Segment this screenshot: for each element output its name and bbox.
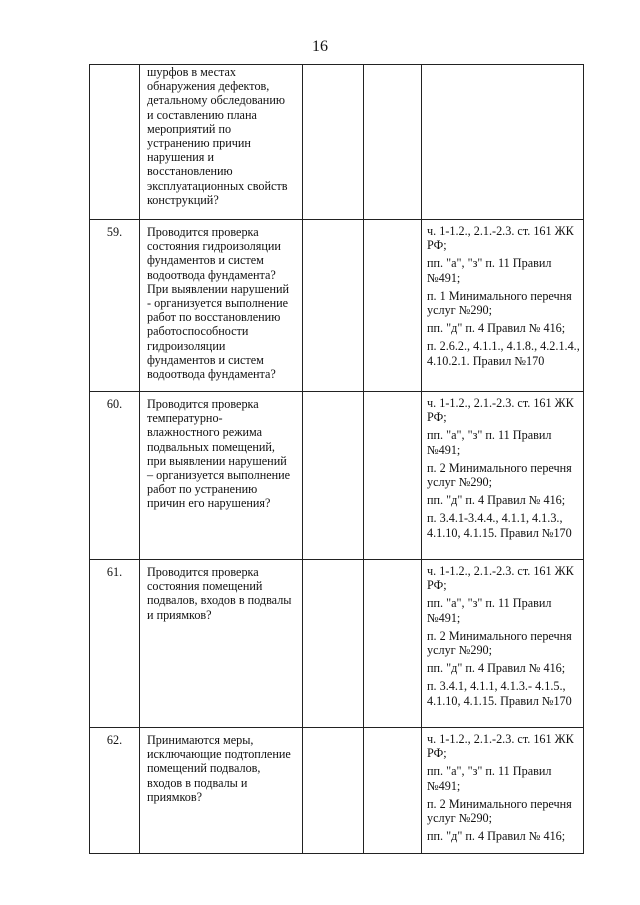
legal-reference-line: №491; — [427, 270, 461, 285]
question-text-line: шурфов в местах — [147, 65, 236, 79]
legal-reference-item — [427, 797, 581, 825]
legal-reference-line: п. 2 Минимального перечня — [427, 796, 572, 811]
legal-reference-cell — [422, 560, 584, 728]
legal-reference-item — [427, 396, 581, 424]
question-text-line: Проводится проверка — [147, 225, 259, 239]
legal-reference-item — [427, 339, 581, 367]
legal-reference-line: РФ; — [427, 410, 447, 425]
legal-reference-line: услуг №290; — [427, 811, 493, 826]
question-text-line: водоотвода фундамента? — [147, 367, 276, 382]
question-text-line: обнаружения дефектов, — [147, 79, 270, 94]
legal-reference-line: пп. "а", "з" п. 11 Правил — [427, 596, 552, 611]
legal-reference-line: пп. "д" п. 4 Правил № 416; — [427, 321, 566, 336]
legal-reference-line: пп. "д" п. 4 Правил № 416; — [427, 493, 566, 508]
question-text-line: гидроизоляции — [147, 338, 226, 353]
row-number-cell: 62. — [90, 728, 140, 854]
table-row — [90, 65, 584, 220]
answer-yes-cell — [303, 728, 364, 854]
question-text-line: при выявлении нарушений — [147, 453, 287, 468]
legal-reference-item — [427, 829, 581, 843]
legal-reference-item — [427, 428, 581, 456]
legal-reference-line: пп. "а", "з" п. 11 Правил — [427, 428, 552, 443]
question-text-line: работ по восстановлению — [147, 310, 281, 325]
question-text-line: работоспособности — [147, 324, 249, 339]
question-text-line: устранению причин — [147, 136, 251, 151]
legal-reference-line: РФ; — [427, 746, 447, 761]
legal-reference-item — [427, 256, 581, 284]
question-text-line: мероприятий по — [147, 121, 232, 136]
legal-reference-line: 4.1.10, 4.1.15. Правил №170 — [427, 693, 572, 708]
legal-reference-line: п. 2 Минимального перечня — [427, 628, 572, 643]
legal-reference-cell — [422, 65, 584, 220]
question-text-line: помещений подвалов, — [147, 761, 261, 776]
legal-reference-line: пп. "д" п. 4 Правил № 416; — [427, 661, 566, 676]
legal-reference-item — [427, 732, 581, 760]
legal-reference-line: услуг №290; — [427, 643, 493, 658]
row-number-cell: 61. — [90, 560, 140, 728]
legal-reference-item — [427, 661, 581, 675]
legal-reference-item — [427, 321, 581, 335]
legal-reference-item — [427, 596, 581, 624]
question-text-line: Проводится проверка — [147, 397, 259, 411]
legal-reference-line: п. 1 Минимального перечня — [427, 288, 572, 303]
question-text-line: и составлению плана — [147, 107, 257, 122]
legal-reference-line: №491; — [427, 778, 461, 793]
legal-reference-cell — [422, 220, 584, 392]
answer-no-cell — [364, 65, 422, 220]
legal-reference-line: 4.1.10, 4.1.15. Правил №170 — [427, 525, 572, 540]
question-text-line: При выявлении нарушений — [147, 281, 290, 296]
question-text-line: температурно- — [147, 411, 223, 426]
legal-reference-item — [427, 511, 581, 539]
table-row — [90, 220, 584, 392]
page-number: 16 — [312, 38, 328, 55]
legal-reference-item — [427, 289, 581, 317]
legal-reference-line: РФ; — [427, 238, 447, 253]
question-text-line: детальному обследованию — [147, 93, 285, 108]
table-row — [90, 560, 584, 728]
legal-reference-line: ч. 1-1.2., 2.1.-2.3. ст. 161 ЖК — [427, 224, 574, 238]
question-text-line: и приямков? — [147, 607, 212, 622]
legal-reference-item — [427, 679, 581, 707]
question-cell — [140, 560, 303, 728]
question-text-line: входов в подвалы и — [147, 775, 248, 790]
legal-reference-item — [427, 564, 581, 592]
question-text-line: восстановлению — [147, 164, 233, 179]
answer-yes-cell — [303, 560, 364, 728]
answer-no-cell — [364, 560, 422, 728]
question-cell — [140, 65, 303, 220]
legal-reference-line: пп. "д" п. 4 Правил № 416; — [427, 829, 566, 844]
question-text-line: конструкций? — [147, 192, 219, 207]
table-row — [90, 728, 584, 854]
question-cell — [140, 392, 303, 560]
legal-reference-line: РФ; — [427, 578, 447, 593]
question-text-line: фундаментов и систем — [147, 253, 264, 268]
answer-yes-cell — [303, 65, 364, 220]
legal-reference-item — [427, 493, 581, 507]
legal-reference-cell — [422, 392, 584, 560]
legal-reference-line: п. 3.4.1-3.4.4., 4.1.1, 4.1.3., — [427, 511, 563, 526]
question-text-line: состояния помещений — [147, 579, 263, 594]
legal-reference-item — [427, 224, 581, 252]
answer-no-cell — [364, 392, 422, 560]
question-text-line: водоотвода фундамента? — [147, 267, 276, 282]
legal-reference-item — [427, 764, 581, 792]
legal-reference-line: услуг №290; — [427, 303, 493, 318]
legal-reference-line: п. 3.4.1, 4.1.1, 4.1.3.- 4.1.5., — [427, 679, 566, 694]
legal-reference-line: пп. "а", "з" п. 11 Правил — [427, 256, 552, 271]
question-text-line: фундаментов и систем — [147, 352, 264, 367]
answer-yes-cell — [303, 220, 364, 392]
legal-reference-line: ч. 1-1.2., 2.1.-2.3. ст. 161 ЖК — [427, 564, 574, 578]
question-text-line: причин его нарушения? — [147, 496, 271, 511]
legal-reference-line: №491; — [427, 610, 461, 625]
answer-no-cell — [364, 220, 422, 392]
question-text-line: нарушения и — [147, 150, 214, 165]
question-text-line: приямков? — [147, 789, 203, 804]
legal-reference-line: ч. 1-1.2., 2.1.-2.3. ст. 161 ЖК — [427, 732, 574, 746]
legal-reference-item — [427, 461, 581, 489]
question-text-line: подвальных помещений, — [147, 439, 275, 454]
legal-reference-line: пп. "а", "з" п. 11 Правил — [427, 764, 552, 779]
question-text-line: - организуется выполнение — [147, 296, 289, 311]
question-text-line: влажностного режима — [147, 425, 263, 440]
question-text-line: Проводится проверка — [147, 565, 259, 579]
legal-reference-cell — [422, 728, 584, 854]
question-text-line: – организуется выполнение — [147, 468, 291, 483]
row-number-cell: 60. — [90, 392, 140, 560]
legal-reference-line: №491; — [427, 442, 461, 457]
question-text-line: Принимаются меры, — [147, 733, 254, 747]
question-text-line: работ по устранению — [147, 482, 258, 497]
legal-reference-item — [427, 629, 581, 657]
question-cell — [140, 728, 303, 854]
legal-reference-line: услуг №290; — [427, 475, 493, 490]
answer-yes-cell — [303, 392, 364, 560]
question-text-line: подвалов, входов в подвалы — [147, 593, 292, 608]
legal-reference-line: п. 2 Минимального перечня — [427, 460, 572, 475]
legal-reference-line: 4.10.2.1. Правил №170 — [427, 353, 545, 368]
question-text-line: состояния гидроизоляции — [147, 239, 281, 254]
question-cell — [140, 220, 303, 392]
row-number-cell — [90, 65, 140, 220]
legal-reference-line: п. 2.6.2., 4.1.1., 4.1.8., 4.2.1.4., — [427, 339, 580, 354]
question-text-line: эксплуатационных свойств — [147, 178, 288, 193]
row-number-cell: 59. — [90, 220, 140, 392]
answer-no-cell — [364, 728, 422, 854]
checklist-table — [89, 64, 584, 854]
legal-reference-line: ч. 1-1.2., 2.1.-2.3. ст. 161 ЖК — [427, 396, 574, 410]
question-text-line: исключающие подтопление — [147, 747, 291, 762]
table-row — [90, 392, 584, 560]
